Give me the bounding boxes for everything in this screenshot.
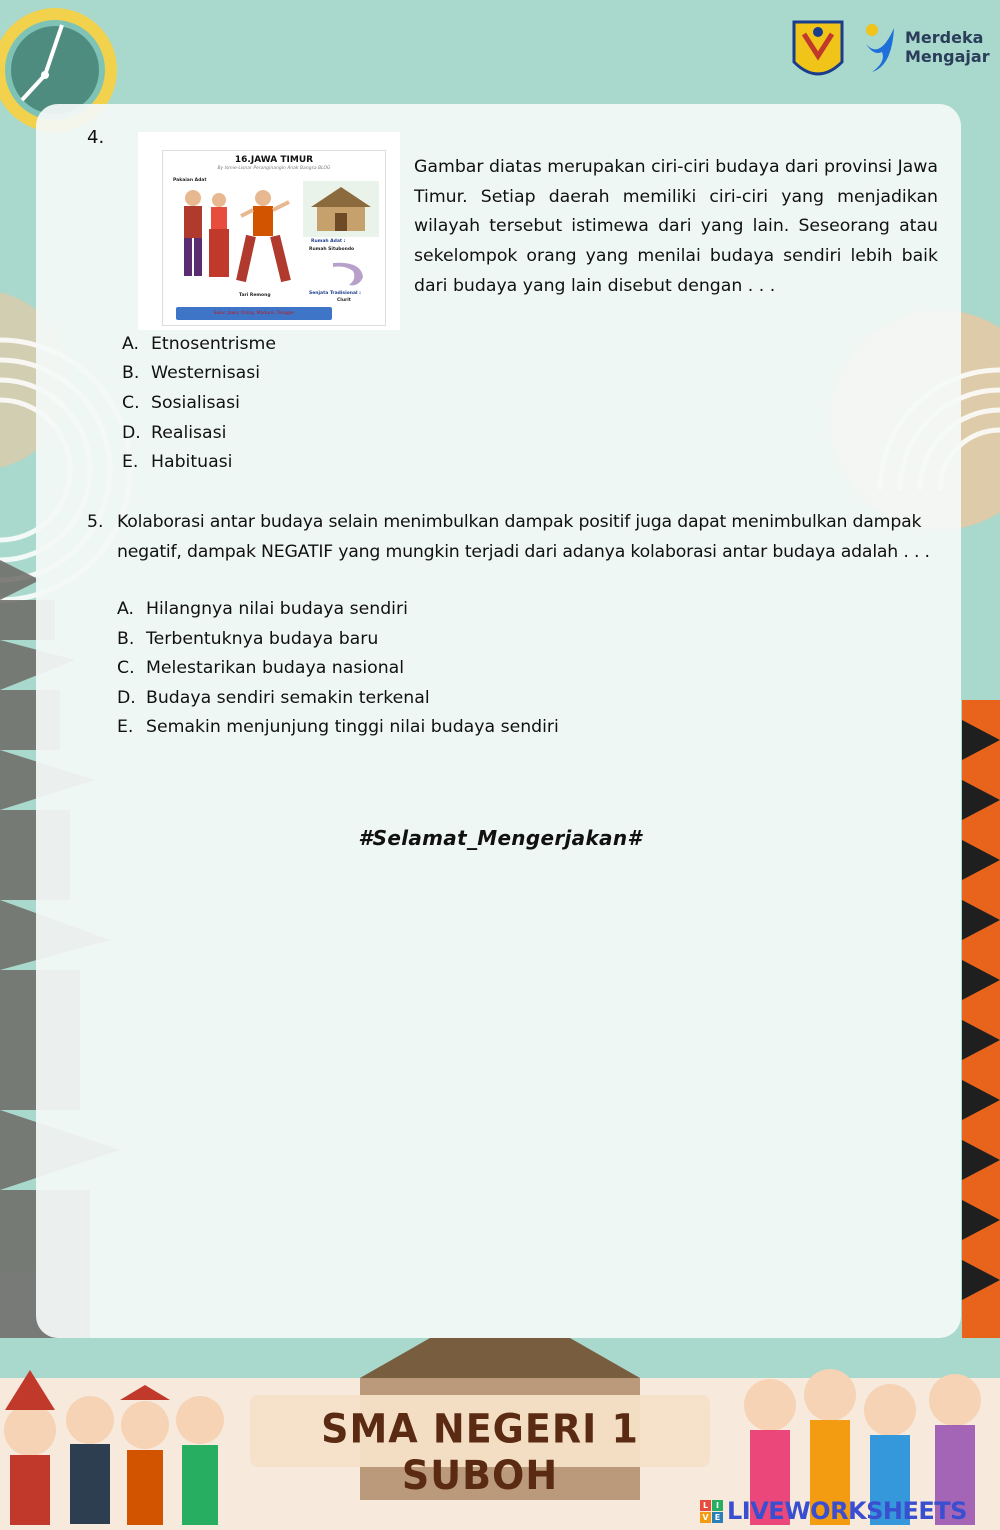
question-4-text: Gambar diatas merupakan ciri-ciri budaya dari provinsi Jawa Timur. Setiap daerah memiliki ciri-ciri yang menjadikan wilayah tersebut istimewa dari yang lain. Seseorang atau sekelompok orang yang menilai budaya sendiri lebih baik dari budaya yang lain disebut dengan . . . (414, 157, 938, 296)
question-5-option-d[interactable] (117, 687, 430, 709)
figure-label-weapon: Senjata Tradisional : (309, 291, 361, 296)
option-letter: C. (117, 658, 135, 678)
liveworksheets-text: LIVEWORKSHEETS (727, 1497, 967, 1525)
traditional-house-illustration (303, 181, 379, 237)
merdeka-mengajar-logo-icon (862, 22, 902, 74)
question-5-option-b[interactable] (117, 628, 378, 650)
school-name: SMA NEGERI 1 SUBOH (321, 1405, 639, 1499)
option-letter: D. (117, 688, 136, 708)
brand-text (905, 28, 990, 66)
option-text: Semakin menjunjung tinggi nilai budaya sendiri (146, 717, 559, 737)
question-4-option-b[interactable] (122, 362, 260, 384)
closing-message: #Selamat_Mengerjakan# (358, 826, 642, 850)
brand-line1: Merdeka (905, 28, 984, 47)
figure-label-weapon-name: Clurit (337, 298, 351, 303)
option-letter: D. (122, 423, 141, 443)
question-5-text: Kolaborasi antar budaya selain menimbulkan dampak positif juga dapat menimbulkan dampak negatif, dampak NEGATIF yang mungkin terjadi dari adanya kolaborasi antar budaya adalah . . . (117, 512, 930, 562)
option-letter: B. (122, 363, 140, 383)
liveworksheets-watermark[interactable] (700, 1496, 967, 1526)
figure-label-dance: Tari Remong (239, 293, 271, 298)
brand-line2: Mengajar (905, 47, 990, 66)
question-4-option-a[interactable] (122, 333, 276, 355)
figure-label-clothing: Pakaian Adat (173, 178, 207, 183)
option-text: Etnosentrisme (151, 334, 276, 354)
option-text: Sosialisasi (151, 393, 240, 413)
option-text: Westernisasi (151, 363, 261, 383)
traditional-people-illustration (171, 186, 301, 298)
option-letter: E. (117, 717, 134, 737)
logo-letter: V (700, 1512, 711, 1523)
question-4-option-e[interactable] (122, 451, 232, 473)
school-emblem-icon (792, 20, 844, 86)
figure-tribes-bar: Suku: Jawa, Osing, Madura, Tengger (176, 307, 332, 320)
option-text: Melestarikan budaya nasional (146, 658, 405, 678)
option-text: Habituasi (151, 452, 233, 472)
option-letter: B. (117, 629, 135, 649)
option-text: Budaya sendiri semakin terkenal (146, 688, 430, 708)
question-4-number: 4. (87, 127, 105, 148)
option-letter: C. (122, 393, 140, 413)
logo-letter: E (712, 1512, 723, 1523)
question-5-number: 5. (87, 512, 104, 532)
clurit-weapon-illustration (331, 259, 367, 289)
figure-subtitle: By Ismie-Lisnar Peranginangin Anak Bangsa BLOG (217, 166, 331, 171)
question-4-option-c[interactable] (122, 392, 240, 414)
figure-label-house: Rumah Adat : (311, 239, 346, 244)
question-4-figure (138, 132, 400, 330)
option-letter: A. (117, 599, 135, 619)
question-4-option-d[interactable] (122, 422, 226, 444)
option-text: Hilangnya nilai budaya sendiri (146, 599, 408, 619)
logo-letter: L (700, 1500, 711, 1511)
figure-label-house-name: Rumah Situbondo (309, 247, 355, 252)
figure-title: 16.JAWA TIMUR (234, 155, 314, 165)
question-5-option-a[interactable] (117, 598, 408, 620)
question-5-option-c[interactable] (117, 657, 404, 679)
option-letter: E. (122, 452, 139, 472)
logo-letter: I (712, 1500, 723, 1511)
liveworksheets-logo-icon (700, 1500, 723, 1523)
option-text: Terbentuknya budaya baru (146, 629, 379, 649)
option-text: Realisasi (151, 423, 227, 443)
question-5-option-e[interactable] (117, 716, 559, 738)
option-letter: A. (122, 334, 140, 354)
figure-east-java-culture (162, 150, 386, 326)
